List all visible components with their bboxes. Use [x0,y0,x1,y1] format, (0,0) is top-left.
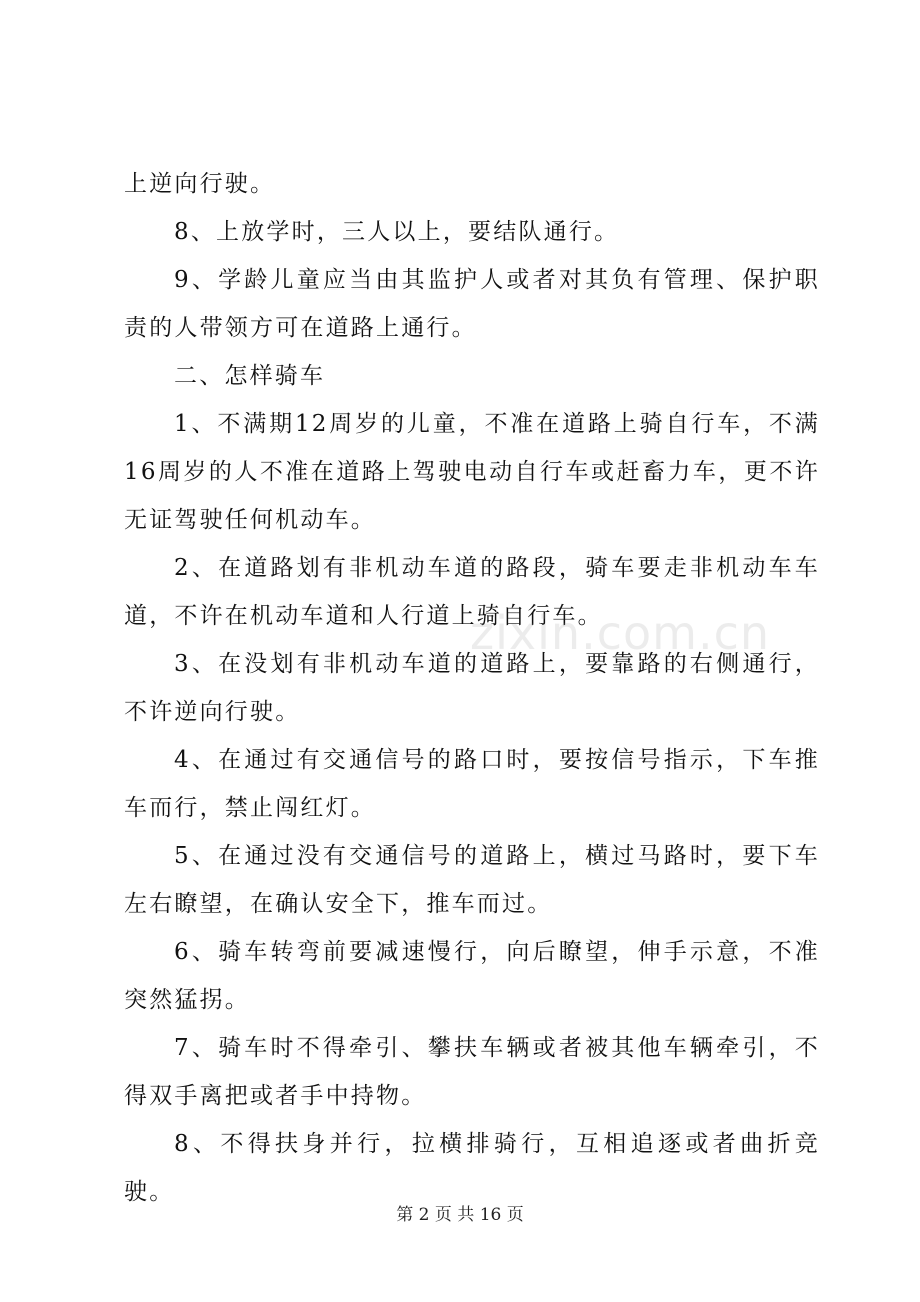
paragraph-cycle-rule-7: 7、骑车时不得牵引、攀扶车辆或者被其他车辆牵引，不得双手离把或者手中持物。 [124,1035,820,1109]
paragraph-cycle-rule-8: 8、不得扶身并行，拉横排骑行，互相追逐或者曲折竞驶。 [124,1131,820,1205]
paragraph-cycle-rule-1: 1、不满期12周岁的儿童，不准在道路上骑自行车，不满16周岁的人不准在道路上驾驶电动自行车或赶畜力车，更不许无证驾驶任何机动车。 [124,411,820,533]
paragraph-cycle-rule-3: 3、在没划有非机动车道的道路上，要靠路的右侧通行，不许逆向行驶。 [124,651,820,725]
paragraph-cycle-rule-6: 6、骑车转弯前要减速慢行，向后瞭望，伸手示意，不准突然猛拐。 [124,939,820,1013]
paragraph-cycle-rule-5: 5、在通过没有交通信号的道路上，横过马路时，要下车左右瞭望，在确认安全下，推车而过。 [124,843,820,917]
watermark: zixin.com.cn [470,606,771,660]
paragraph-walk-rule-8: 8、上放学时，三人以上，要结队通行。 [174,219,620,245]
paragraph-walk-rule-9: 9、学龄儿童应当由其监护人或者对其负有管理、保护职责的人带领方可在道路上通行。 [124,267,820,341]
paragraph-cycle-rule-2: 2、在道路划有非机动车道的路段，骑车要走非机动车车道，不许在机动车道和人行道上骑自行车。 [124,555,820,629]
document-body [124,160,820,1216]
paragraph-continuation: 上逆向行驶。 [124,171,276,197]
paragraph-cycle-rule-4: 4、在通过有交通信号的路口时，要按信号指示，下车推车而行，禁止闯红灯。 [124,747,820,821]
section-heading-cycling: 二、怎样骑车 [174,363,326,389]
page-number-footer: 第 2 页 共 16 页 [396,1205,524,1225]
